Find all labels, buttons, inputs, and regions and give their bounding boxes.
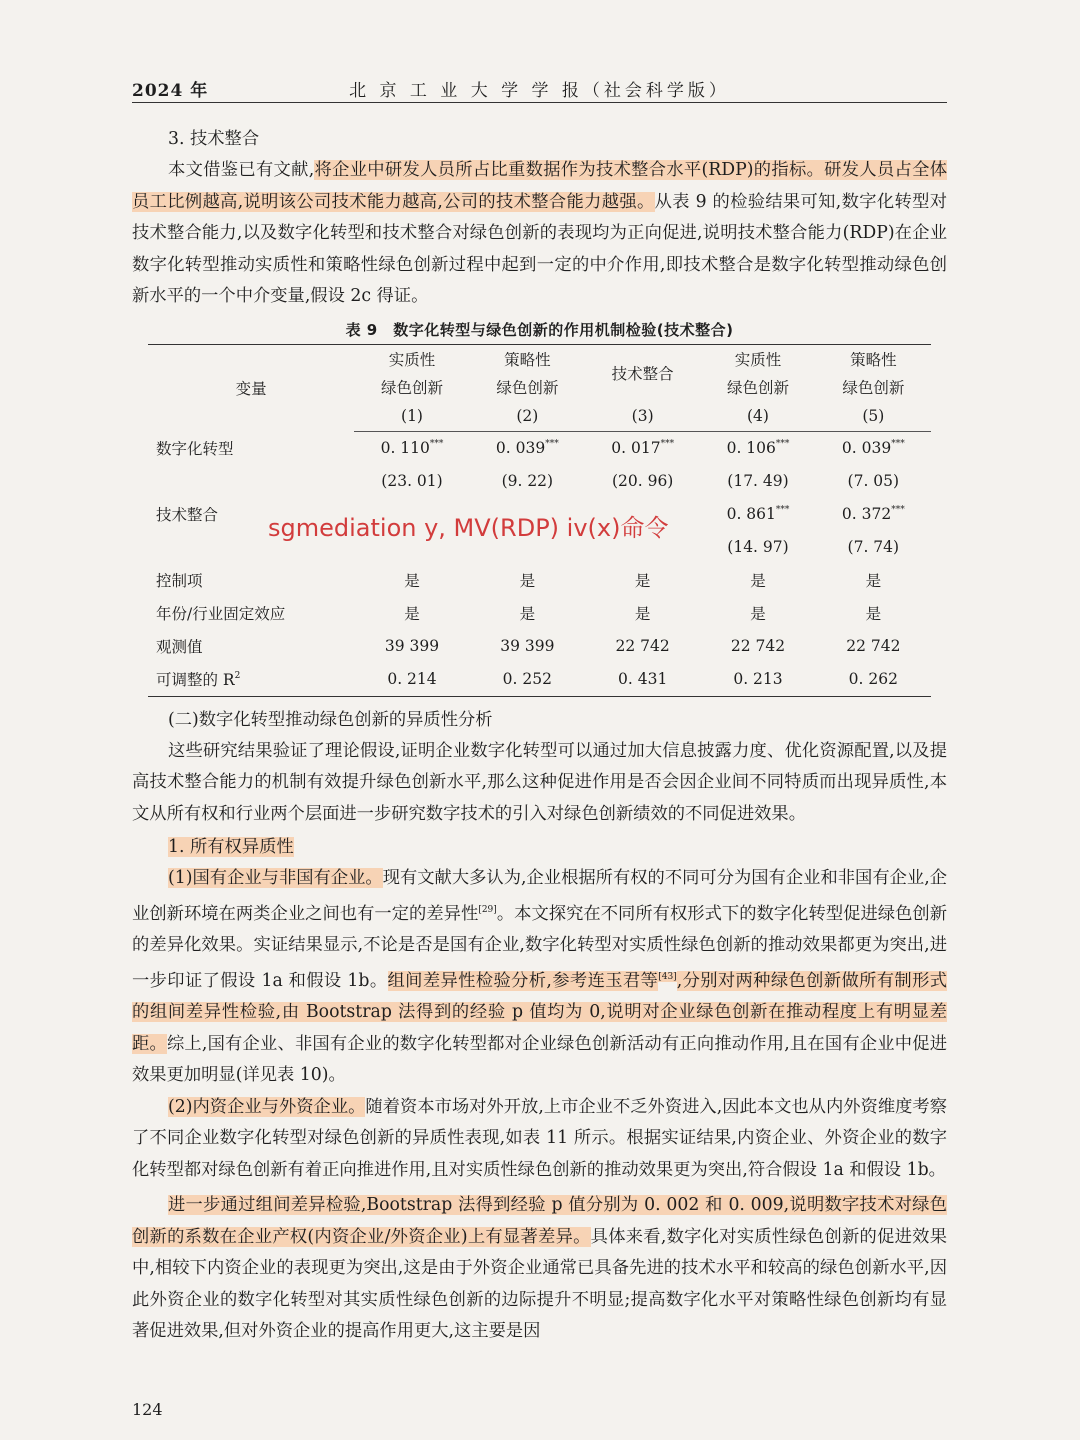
col-header-mid: 绿色创新	[842, 378, 905, 397]
table-cell	[585, 630, 700, 663]
cell-value: (23. 01)	[381, 472, 443, 490]
cell-value: 0. 431	[618, 670, 668, 688]
table-cell	[585, 564, 700, 597]
cell-value: 0. 372	[841, 505, 892, 523]
text-run: 综上,国有企业、非国有企业的数字化转型都对企业绿色创新活动有正向推动作用,且在国有企业中促进效果更加明显(详见表 10)。	[132, 1033, 947, 1085]
header-journal-title: 北 京 工 业 大 学 学 报（社会科学版）	[349, 81, 730, 101]
text-run: 从表 9 的检验结果可知,数字化转型对技术整合能力,以及数字化转型和技术整合对绿色创新的表现均为正向促进,说明技术整合能力(RDP)在企业数字化转型推动实质性和策略性绿色创新过程中起到一定的中介作用,即技术整合是数字化转型推动绿色创新水平的一个中介变量,假设 2c 得证。	[132, 191, 947, 306]
col-number: (4)	[700, 401, 815, 432]
table-cell	[585, 663, 700, 697]
cell-value: (9. 22)	[501, 472, 554, 490]
col-header-mid: 绿色创新	[496, 378, 559, 397]
table-row	[148, 597, 931, 630]
cell-value: 22 742	[846, 637, 901, 655]
table-cell	[700, 431, 815, 465]
col-header-top: 策略性	[850, 350, 897, 369]
text-run: 。本文探究在不同所有权形式下的数字化转型促进绿色创新的差异化效果。实证结果显示,不论是否是国有企业,数字化转型对实质性绿色创新的推动效果都更为突出,进一步印证了假设 1a 和假设 1b。	[132, 903, 947, 991]
col-number: (1)	[354, 401, 469, 432]
cell-value: 是	[404, 605, 420, 623]
table-cell	[700, 564, 815, 597]
col-header-top: 实质性	[734, 350, 782, 369]
text-run: 具体来看,数字化对实质性绿色创新的促进效果中,相较下内资企业的表现更为突出,这是由于外资企业通常已具备先进的技术水平和较高的绿色创新水平,因此外资企业的数字化转型对其实质性绿色创新的边际提升不明显;提高数字化水平对策略性绿色创新均有显著促进效果,但对外资企业的提高作用更大,这主要是因	[132, 1226, 947, 1341]
table-cell	[470, 630, 585, 663]
cell-value: 是	[519, 572, 536, 590]
cell-value: (7. 05)	[847, 472, 900, 490]
table-cell	[816, 597, 931, 630]
row-label: 数字化转型	[156, 439, 234, 458]
cell-value: 是	[519, 605, 536, 623]
row-label: 年份/行业固定效应	[156, 605, 286, 623]
cell-value: 39 399	[384, 637, 440, 655]
cell-value: 0. 039	[841, 439, 892, 457]
col-header-mid: 绿色创新	[726, 378, 789, 397]
table-cell	[816, 531, 931, 564]
table-cell	[700, 498, 815, 531]
superscript: 2	[234, 671, 241, 681]
table-row	[148, 564, 931, 597]
cell-value: (7. 74)	[847, 538, 900, 556]
table-header-row	[148, 344, 931, 373]
text-run: 随着资本市场对外开放,上市企业不乏外资进入,因此本文也从内外资维度考察了不同企业数字化转型对绿色创新的异质性表现,如表 11 所示。根据实证结果,内资企业、外资企业的数字化转型都对绿色创新有着正向推进作用,且对实质性绿色创新的推动效果更为突出,符合假设 1a 和假设 1b。	[132, 1096, 947, 1180]
cell-value: 是	[865, 605, 882, 623]
section-heading-heterogeneity: (二)数字化转型推动绿色创新的异质性分析	[168, 709, 493, 730]
col-number: (5)	[816, 401, 931, 432]
table-cell	[700, 465, 815, 498]
running-header	[132, 76, 947, 103]
cell-value: 0. 262	[848, 670, 898, 688]
table-cell	[470, 465, 585, 498]
paragraph-tech-integration	[132, 155, 947, 313]
table-cell	[585, 465, 700, 498]
subsection-heading-ownership	[168, 832, 947, 863]
cell-value: 22 742	[615, 637, 670, 655]
header-year: 2024 年	[132, 81, 209, 101]
table-cell	[354, 663, 469, 697]
table-body	[148, 431, 931, 696]
highlighted-text: 1. 所有权异质性	[168, 837, 294, 857]
highlighted-text: (1)国有企业与非国有企业。	[168, 868, 383, 888]
table-row	[148, 663, 931, 697]
article-body	[132, 116, 947, 1348]
table-row	[148, 630, 931, 663]
col-number: (2)	[470, 401, 585, 432]
cell-value: 0. 861	[726, 505, 776, 523]
col-number: (3)	[585, 401, 700, 432]
cell-value: 22 742	[730, 637, 786, 655]
cell-value: 0. 110	[380, 439, 430, 457]
col-header-tech: 技术整合	[611, 364, 674, 383]
cell-value: 是	[750, 572, 766, 590]
significance-stars: ***	[660, 439, 675, 449]
var-header: 变量	[235, 379, 267, 398]
table-cell	[585, 431, 700, 465]
row-label: 技术整合	[156, 506, 219, 524]
significance-stars: ***	[429, 439, 444, 449]
cell-value: 是	[634, 572, 651, 590]
significance-stars: ***	[775, 505, 790, 515]
cell-value: (14. 97)	[727, 538, 789, 556]
table-cell	[354, 465, 469, 498]
row-label: 观测值	[156, 638, 203, 656]
table-cell	[816, 431, 931, 465]
cell-value: 39 399	[500, 637, 555, 655]
cell-value: 0. 039	[495, 439, 546, 457]
table-cell	[470, 564, 585, 597]
annotation-overlay-text: sgmediation y, MV(RDP) iv(x)命令	[268, 514, 669, 542]
col-header-mid: 绿色创新	[381, 378, 444, 397]
row-label: 控制项	[156, 572, 203, 590]
table-cell	[700, 663, 815, 697]
table-cell	[816, 630, 931, 663]
table-cell	[700, 531, 815, 564]
highlighted-text: 进一步通过组间差异检验,Bootstrap 法得到经验 p 值分别为 0. 002 和 0. 009,说明数字技术对绿色创新的系数在企业产权(内资企业/外资企业)上有显著差异。	[132, 1195, 947, 1247]
table-cell	[354, 630, 469, 663]
cell-value: (17. 49)	[727, 472, 789, 490]
cell-value: 0. 017	[611, 439, 661, 457]
table-cell	[470, 431, 585, 465]
text-run: 本文借鉴已有文献,	[168, 160, 315, 180]
highlighted-text: 组间差异性检验分析,参考连玉君等	[387, 970, 659, 991]
paragraph-group-diff	[132, 1190, 947, 1348]
text-run: 现有文献大多认为,企业根据所有权的不同可分为国有企业和非国有企业,企业创新环境在两类企业之间也有一定的差异性	[132, 868, 947, 924]
significance-stars: ***	[545, 439, 559, 449]
table-cell	[700, 597, 815, 630]
table-cell	[700, 630, 815, 663]
cell-value: 是	[865, 572, 882, 590]
col-header-top: 实质性	[388, 350, 436, 369]
table-cell	[354, 431, 469, 465]
highlighted-text: ,分别对两种绿色创新做所有制形式的组间差异性检验,由 Bootstrap 法得到的经验 p 值均为 0,说明对企业绿色创新在推动程度上有明显差距。	[132, 970, 948, 1054]
paragraph-soe	[132, 863, 947, 1092]
row-label: 可调整的 $R^2$	[156, 671, 241, 689]
table-cell	[354, 597, 469, 630]
table-row	[148, 465, 931, 498]
table-cell	[816, 465, 931, 498]
table-cell	[354, 564, 469, 597]
cell-value: 是	[634, 605, 651, 623]
table-cell	[470, 663, 585, 697]
table-cell	[816, 498, 931, 531]
significance-stars: ***	[891, 439, 905, 449]
cell-value: (20. 96)	[611, 472, 674, 490]
row-label	[148, 465, 354, 498]
citation-ref: [29]	[478, 904, 497, 915]
significance-stars: ***	[775, 439, 790, 449]
highlighted-text: (2)内资企业与外资企业。	[168, 1096, 366, 1117]
paragraph-heterogeneity: 这些研究结果验证了理论假设,证明企业数字化转型可以通过加大信息披露力度、优化资源配置,以及提高技术整合能力的机制有效提升绿色创新水平,那么这种促进作用是否会因企业间不同特质而出现异质性,本文从所有权和行业两个层面进一步研究数字技术的引入对绿色创新绩效的不同促进效果。	[132, 740, 947, 824]
cell-value: 0. 106	[726, 439, 776, 457]
cell-value: 0. 214	[387, 670, 437, 688]
col-header-top: 策略性	[504, 350, 551, 369]
table-row	[148, 431, 931, 465]
table-cell	[816, 564, 931, 597]
paragraph-domestic-foreign	[132, 1092, 947, 1187]
table-caption: 表 9 数字化转型与绿色创新的作用机制检验(技术整合)	[345, 320, 734, 339]
section-heading-tech-integration: 3. 技术整合	[168, 129, 260, 149]
highlighted-text: 将企业中研发人员所占比重数据作为技术整合水平(RDP)的指标。研发人员占全体员工比例越高,说明该公司技术能力越高,公司的技术整合能力越强。	[132, 160, 947, 212]
table-cell	[470, 597, 585, 630]
cell-value: 是	[404, 572, 420, 590]
significance-stars: ***	[891, 505, 905, 515]
citation-ref: [43]	[658, 971, 677, 982]
cell-value: 是	[750, 605, 766, 623]
table-cell	[585, 597, 700, 630]
page-number: 124	[132, 1400, 163, 1419]
cell-value: 0. 252	[502, 670, 552, 688]
table-cell	[816, 663, 931, 697]
cell-value: 0. 213	[733, 670, 783, 688]
